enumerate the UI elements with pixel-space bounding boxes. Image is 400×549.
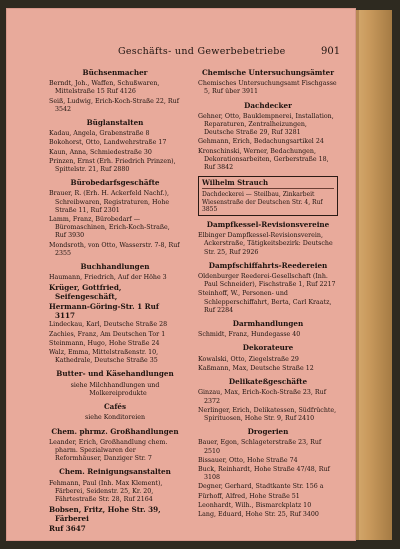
bold-listing: Bobsen, Fritz, Hohe Str. 39, Färberei xyxy=(49,505,161,524)
list-item: Bokohorst, Otto, Landwehrstraße 17 xyxy=(49,139,167,147)
list-item: Bauer, Egon, Schlageterstraße 23, Ruf 2510 xyxy=(198,439,322,455)
list-item: Seiß, Ludwig, Erich-Koch-Straße 22, Ruf 3542 xyxy=(49,97,180,113)
section-heading: Cafés xyxy=(103,402,127,412)
ad-name: Wilhelm Strauch xyxy=(202,178,269,188)
section-heading: Delikateßgeschäfte xyxy=(228,377,308,387)
section-heading: Chem. Reinigungsanstalten xyxy=(59,467,171,477)
bold-listing: Ruf 3647 xyxy=(49,524,86,534)
section-heading: Darmhandlungen xyxy=(232,319,304,329)
list-item: Berndt, Joh., Waffen, Schußwaren, Mittelstraße 15 Ruf 4126 xyxy=(49,80,160,96)
list-item: Kaun, Anna, Schmiedestraße 30 xyxy=(49,148,152,156)
ad-line: Wiesenstraße der Deutschen Str. 4, Ruf 3855 xyxy=(202,198,323,213)
page-number: 901 xyxy=(321,46,341,57)
right-column xyxy=(198,64,338,520)
section-heading: Büchsenmacher xyxy=(82,68,148,77)
list-item: Haumann, Friedrich, Auf der Höhe 3 xyxy=(49,274,167,282)
advertisement-box xyxy=(198,176,338,216)
section-heading: Drogerien xyxy=(247,427,289,437)
list-item: Lindeckau, Karl, Deutsche Straße 28 xyxy=(49,321,168,329)
section-heading: Bürobedarfsgeschäfte xyxy=(70,178,160,188)
list-item: Steinhoff, W., Personen- und Schlepperschiffahrt, Berta, Carl Kraatz, Ruf 2284 xyxy=(198,290,332,314)
list-item: Schmidt, Franz, Hundegasse 40 xyxy=(198,331,301,339)
bold-listing: Krüger, Gottfried, Seifengeschäft, xyxy=(49,283,122,302)
list-item: Elbinger Dampfkessel-Revisionsverein, Ackerstraße, Tätigkeitsbezirk: Deutsche Str. 25, Ruf 2926 xyxy=(198,232,333,256)
list-item: Fehmann, Paul (Inh. Max Klement), Färberei, Seidenstr. 25, Kr. 20, Fährtestraße Str. 28, Ruf 2164 xyxy=(49,479,163,503)
left-column xyxy=(49,64,181,534)
list-item: Leander, Erich, Großhandlung chem. pharm. Spezialwaren der Reformhäuser, Danziger Str. 7 xyxy=(49,438,168,463)
running-head: Geschäfts- und Gewerbebetriebe xyxy=(118,46,286,57)
list-item: Steinmann, Hugo, Hohe Straße 24 xyxy=(49,339,160,347)
bold-listing: Hermann-Göring-Str. 1 Ruf 3117 xyxy=(49,302,159,321)
section-heading: Dampfschiffahrts-Reedereien xyxy=(208,260,328,270)
ad-line: Dachdeckerei — Steilbau, Zinkarbeit xyxy=(202,191,315,199)
section-heading: Dachdecker xyxy=(244,100,292,110)
list-item: Prinzen, Ernst (Erh. Friedrich Prinzen), Spittelstr. 21, Ruf 2880 xyxy=(49,157,176,174)
list-item: Gehner, Otto, Bauklempnerei, Installation, Reparaturen, Zentralheizungen, Deutsche Straße 29, Ruf 3281 xyxy=(198,112,334,137)
list-item: Ginzau, Max, Erich-Koch-Straße 23, Ruf 2372 xyxy=(198,389,327,405)
list-item: Degner, Gerhard, Stadtkante Str. 156 a xyxy=(198,483,324,491)
list-item: Lang, Eduard, Hohe Str. 25, Ruf 3400 xyxy=(198,510,319,518)
list-item: Nerlinger, Erich, Delikatessen, Südfrüchte, Spirituosen, Hohe Str. 9, Ruf 2410 xyxy=(198,406,337,422)
list-item: Lamm, Franz, Bürobedarf — Büromaschinen, Erich-Koch-Straße, Ruf 3930 xyxy=(49,216,170,240)
section-heading: Chem. phrmz. Großhandlungen xyxy=(51,426,179,436)
list-item: Gehmann, Erich, Bedachungsartikel 24 xyxy=(198,138,324,146)
list-item: Leonhardt, Wilh., Bismarckplatz 10 xyxy=(198,501,312,509)
section-heading: Buchhandlungen xyxy=(80,262,150,272)
cross-reference: siehe Milchhandlungen und Molkereiprodukte xyxy=(70,381,160,397)
list-item: Chemisches Untersuchungsamt Fischgasse 5, Ruf über 3911 xyxy=(198,80,337,96)
list-item: Bissauer, Otto, Hohe Straße 74 xyxy=(198,456,298,464)
section-heading: Dampfkessel-Revisionsvereine xyxy=(206,220,330,230)
list-item: Walz, Emma, Mittelstraßenstr. 10, Kathedrale, Deutsche Straße 35 xyxy=(49,349,159,365)
section-heading: Dekorateure xyxy=(242,343,294,353)
book-edge xyxy=(356,10,392,540)
ad-divider xyxy=(202,188,334,189)
section-heading: Büglanstalten xyxy=(86,118,144,128)
list-item: Mondsroth, von Otto, Wasserstr. 7-8, Ruf 2355 xyxy=(49,241,180,257)
list-item: Kronschinski, Werner, Bedachungen, Dekorationsarbeiten, Gerberstraße 18, Ruf 3842 xyxy=(198,147,329,172)
list-item: Brauer, R. (Erh. H. Ackerfeld Nachf.), Schreibwaren, Registraturen, Hohe Straße 11, Ruf 2301 xyxy=(49,190,170,214)
list-item: Kaßmann, Max, Deutsche Straße 12 xyxy=(198,364,314,372)
list-item: Fürhoff, Alfred, Hohe Straße 51 xyxy=(198,492,300,500)
book-gutter xyxy=(356,10,359,540)
cross-reference: siehe Konditoreien xyxy=(84,414,146,422)
list-item: Zachies, Franz, Am Deutschen Tor 1 xyxy=(49,330,166,338)
section-heading: Chemische Untersuchungsämter xyxy=(201,68,335,77)
section-heading: Butter- und Käsehandlungen xyxy=(56,369,174,379)
list-item: Kadau, Angela, Grabenstraße 8 xyxy=(49,130,150,138)
list-item: Buck, Reinhardt, Hohe Straße 47/48, Ruf 3108 xyxy=(198,465,330,482)
list-item: Kowalski, Otto, Ziegelstraße 29 xyxy=(198,355,299,363)
list-item: Oldenburger Reederei-Gesellschaft (Inh. Paul Schneider), Fischstraße 1, Ruf 2217 xyxy=(198,273,336,289)
